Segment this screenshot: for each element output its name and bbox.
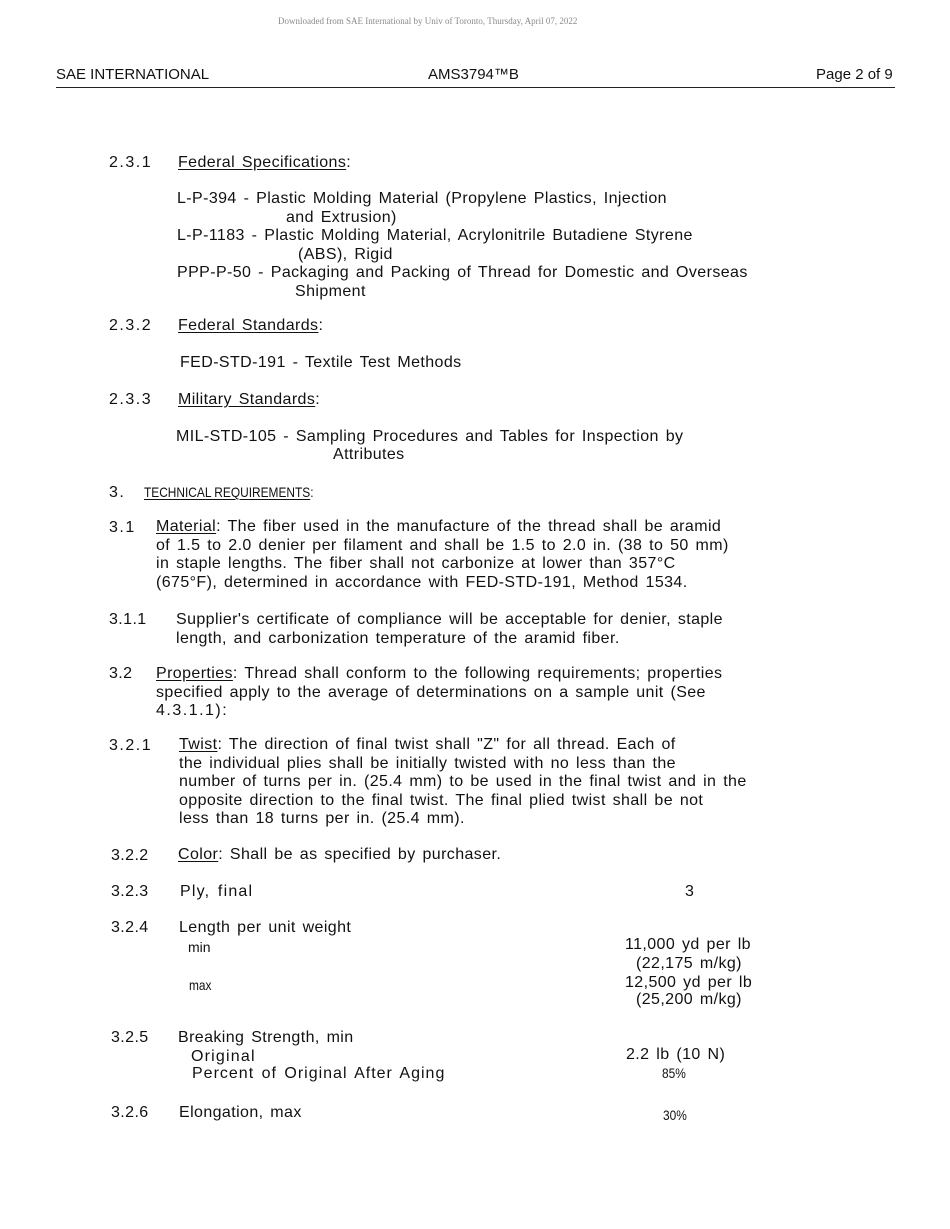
section-3-1-title: Material [156, 518, 217, 535]
paragraph-line: specified apply to the average of determinations on a sample unit (See [156, 683, 706, 701]
section-3-2-1-body [179, 736, 747, 829]
paragraph-line: the individual plies shall be initially twisted with no less than the [179, 754, 676, 772]
elongation-value: 30% [663, 1107, 687, 1123]
section-3-heading [144, 484, 313, 500]
after-aging-value: 85% [662, 1065, 686, 1081]
length-max-label: max [189, 977, 212, 993]
section-3-2-lead: : Thread shall conform to the following requirements; properties [232, 665, 723, 682]
section-3-2-6-number: 3.2.6 [111, 1104, 149, 1121]
section-3-2-2-title: Color [178, 846, 219, 863]
section-3-2-1-title: Twist [179, 736, 218, 753]
paragraph-line: length, and carbonization temperature of the aramid fiber. [176, 629, 620, 647]
header-document-number: AMS3794™B [428, 66, 519, 83]
header-page-number: Page 2 of 9 [816, 66, 893, 83]
section-3-1-lead: : The fiber used in the manufacture of the thread shall be aramid [216, 518, 722, 535]
length-max-metric: (25,200 m/kg) [636, 991, 742, 1008]
header-organization: SAE INTERNATIONAL [56, 66, 210, 83]
section-3-2-2-body [178, 846, 501, 864]
section-2-3-1-heading [178, 154, 351, 172]
section-2-3-1-title: Federal Specifications [178, 154, 347, 171]
section-3-2-1-number: 3.2.1 [109, 737, 153, 754]
section-3-title: TECHNICAL REQUIREMENTS [144, 484, 311, 500]
ply-final-value: 3 [685, 883, 695, 900]
paragraph-line: in staple lengths. The fiber shall not carbonize at lower than 357°C [156, 555, 676, 572]
download-notice: Downloaded from SAE International by Univ of Toronto, Thursday, April 07, 2022 [278, 16, 578, 26]
section-3-2-2-number: 3.2.2 [111, 847, 149, 864]
section-2-3-3-heading [178, 391, 320, 409]
original-value: 2.2 lb (10 N) [626, 1046, 726, 1063]
standard-item: FED-STD-191 - Textile Test Methods [180, 354, 462, 371]
paragraph-line: 4.3.1.1): [156, 702, 229, 719]
paragraph-line: (675°F), determined in accordance with FED-STD-191, Method 1534. [156, 573, 688, 591]
section-3-2-1-lead: : The direction of final twist shall "Z" for all thread. Each of [217, 736, 676, 753]
section-2-3-2-title: Federal Standards [178, 317, 319, 334]
section-3-1-line-first [156, 518, 729, 537]
length-min-label: min [188, 939, 211, 955]
after-aging-label: Percent of Original After Aging [192, 1065, 446, 1082]
section-3-1-body [156, 518, 729, 592]
section-3-2-1-line-first [179, 736, 747, 755]
heading-colon: : [310, 484, 314, 500]
section-2-3-2-heading [178, 317, 323, 335]
elongation-label: Elongation, max [179, 1104, 302, 1121]
paragraph-line: Supplier's certificate of compliance will be acceptable for denier, staple [176, 611, 723, 628]
military-standard-line2: Attributes [333, 446, 405, 463]
section-2-3-2-number: 2.3.2 [109, 317, 153, 334]
spec-item-3-line2: Shipment [295, 283, 366, 300]
heading-colon: : [318, 317, 324, 334]
section-3-2-4-number: 3.2.4 [111, 919, 149, 936]
spec-item-1-line2: and Extrusion) [286, 209, 397, 226]
section-3-1-1-body [176, 611, 723, 648]
spec-item-1-line1: L-P-394 - Plastic Molding Material (Propylene Plastics, Injection [177, 190, 667, 207]
heading-colon: : [315, 391, 321, 408]
section-3-number: 3. [109, 484, 126, 501]
section-3-2-number: 3.2 [109, 665, 133, 682]
length-max-value: 12,500 yd per lb [625, 974, 753, 991]
section-3-2-title: Properties [156, 665, 233, 682]
breaking-strength-label: Breaking Strength, min [178, 1029, 354, 1046]
section-2-3-3-title: Military Standards [178, 391, 316, 408]
section-3-2-5-number: 3.2.5 [111, 1029, 149, 1046]
spec-item-2-line1: L-P-1183 - Plastic Molding Material, Acrylonitrile Butadiene Styrene [177, 227, 693, 244]
section-3-1-number: 3.1 [109, 519, 136, 536]
length-min-value: 11,000 yd per lb [625, 936, 751, 953]
section-3-2-body [156, 665, 722, 721]
spec-item-2-line2: (ABS), Rigid [298, 246, 393, 263]
header-rule [56, 87, 895, 88]
paragraph-line: number of turns per in. (25.4 mm) to be used in the final twist and in the [179, 773, 747, 790]
original-label: Original [191, 1048, 256, 1065]
section-3-2-2-text: : Shall be as specified by purchaser. [218, 846, 502, 863]
spec-item-3-line1: PPP-P-50 - Packaging and Packing of Thread for Domestic and Overseas [177, 264, 748, 281]
heading-colon: : [346, 154, 352, 171]
length-per-weight-label: Length per unit weight [179, 919, 352, 936]
paragraph-line: opposite direction to the final twist. The final plied twist shall be not [179, 791, 704, 809]
section-2-3-1-number: 2.3.1 [109, 154, 153, 171]
section-2-3-3-number: 2.3.3 [109, 391, 153, 408]
military-standard-line1: MIL-STD-105 - Sampling Procedures and Tables for Inspection by [176, 428, 684, 445]
ply-final-label: Ply, final [180, 883, 254, 900]
length-min-metric: (22,175 m/kg) [636, 955, 742, 972]
paragraph-line: less than 18 turns per in. (25.4 mm). [179, 810, 465, 827]
paragraph-line: of 1.5 to 2.0 denier per filament and shall be 1.5 to 2.0 in. (38 to 50 mm) [156, 536, 729, 554]
section-3-2-line-first [156, 665, 722, 684]
section-3-1-1-number: 3.1.1 [109, 611, 147, 628]
section-3-2-3-number: 3.2.3 [111, 883, 149, 900]
